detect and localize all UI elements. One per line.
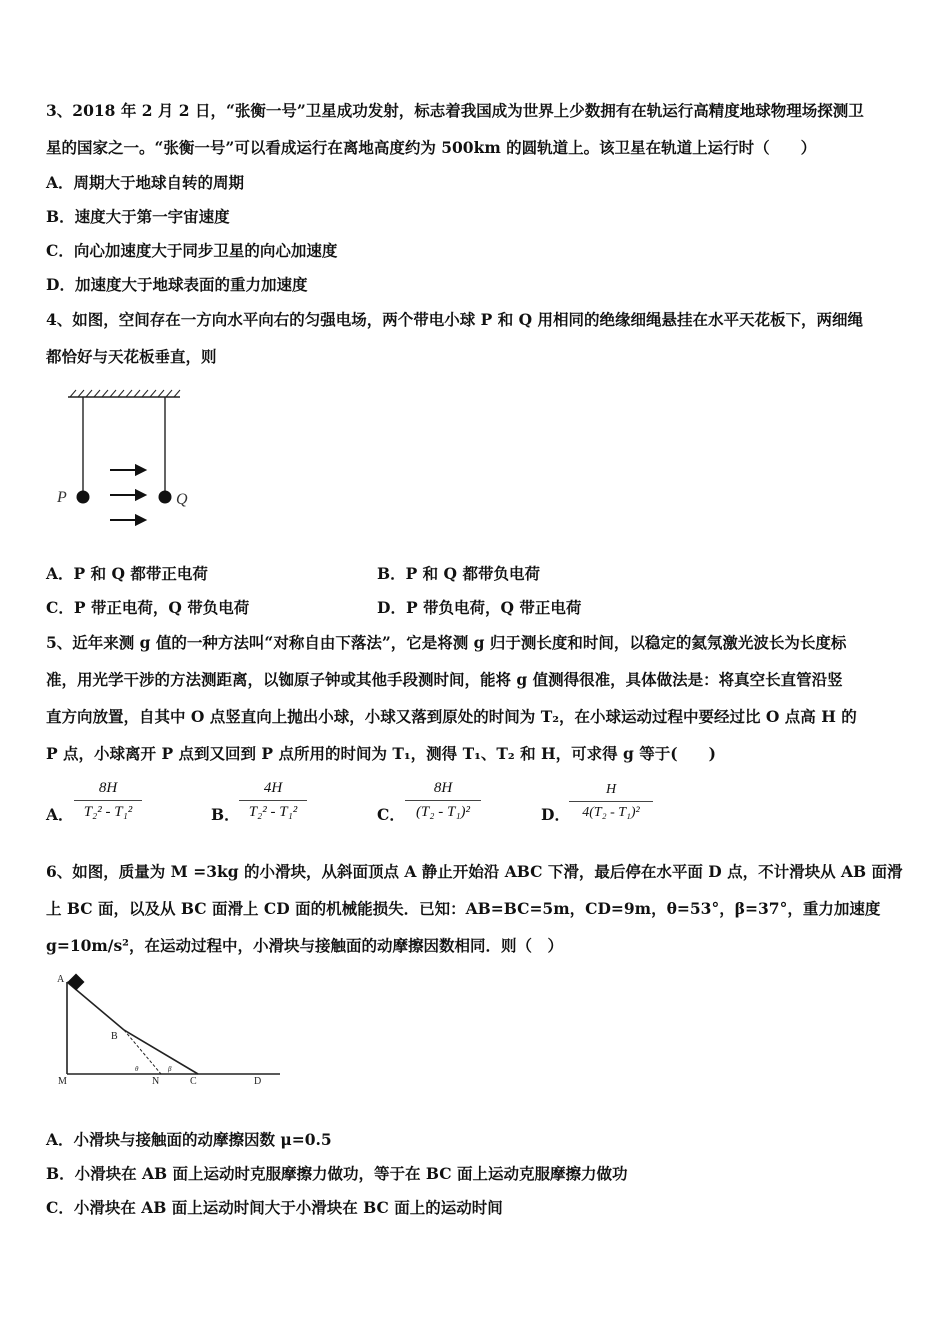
label-n: N (152, 1076, 160, 1087)
q3-option-a[interactable]: A．周期大于地球自转的周期 (46, 173, 245, 192)
label-a: A (57, 974, 65, 985)
q6-stem-line-2: 上 BC 面，以及从 BC 面滑上 CD 面的机械能损失．已知：AB=BC=5m，CD=9m，θ=53°，β=37°，重力加速度 (46, 899, 881, 918)
q5-option-d-fraction[interactable] (569, 782, 653, 821)
q5-stem-line-3: 直方向放置，自其中 O 点竖直向上抛出小球，小球又落到原处的时间为 T₂，在小球运动过程中要经过比 O 点高 H 的 (46, 707, 857, 726)
q6-stem-line-1: 6、如图，质量为 M =3kg 的小滑块，从斜面顶点 A 静止开始沿 ABC 下滑，最后停在水平面 D 点，不计滑块从 AB 面滑 (46, 862, 903, 881)
q4-figure (50, 385, 200, 535)
q6-option-b[interactable]: B．小滑块在 AB 面上运动时克服摩擦力做功，等于在 BC 面上运动克服摩擦力做功 (46, 1164, 628, 1183)
field-arrows-icon (110, 466, 145, 525)
q5-option-b-letter[interactable]: B． (211, 805, 240, 824)
q5-option-b-fraction[interactable] (239, 780, 307, 821)
q3-stem-line-1: 3、2018 年 2 月 2 日，“张衡一号”卫星成功发射，标志着我国成为世界上少数拥有在轨运行高精度地球物理场探测卫 (46, 101, 864, 120)
q5-option-b-den: T₂² - T₁² (239, 800, 307, 821)
q5-stem-line-1: 5、近年来测 g 值的一种方法叫“对称自由下落法”，它是将测 g 归于测长度和时间，以稳定的氦氖激光波长为长度标 (46, 633, 847, 652)
q4-stem-line-1: 4、如图，空间存在一方向水平向右的匀强电场，两个带电小球 P 和 Q 用相同的绝缘细绳悬挂在水平天花板下，两细绳 (46, 310, 864, 329)
label-p: P (57, 489, 67, 506)
q5-option-d-letter[interactable]: D． (541, 805, 570, 824)
q6-stem-line-3: g=10m/s²，在运动过程中，小滑块与接触面的动摩擦因数相同．则（ ） (46, 936, 563, 955)
label-c: C (190, 1076, 197, 1087)
q6-figure (52, 970, 292, 1090)
q5-option-a-fraction[interactable] (74, 780, 142, 821)
label-beta: β (168, 1065, 172, 1073)
ball-q (159, 491, 172, 504)
q4-option-b[interactable]: B．P 和 Q 都带负电荷 (377, 564, 540, 583)
q5-option-a-num: 8H (98, 780, 118, 796)
q4-option-d[interactable]: D．P 带负电荷，Q 带正电荷 (377, 598, 582, 617)
ball-p (77, 491, 90, 504)
q5-option-d-den: 4(T₂ - T₁)² (569, 801, 653, 821)
q4-option-a[interactable]: A．P 和 Q 都带正电荷 (46, 564, 208, 583)
q3-option-b[interactable]: B．速度大于第一宇宙速度 (46, 207, 230, 226)
q5-stem-line-4: P 点，小球离开 P 点到又回到 P 点所用的时间为 T₁，测得 T₁、T₂ 和 H，可求得 g 等于( ) (46, 744, 716, 763)
q4-stem-line-2: 都恰好与天花板垂直，则 (46, 347, 217, 366)
q5-option-a-den: T₂² - T₁² (74, 800, 142, 821)
q5-option-c-num: 8H (433, 780, 453, 796)
label-theta: θ (135, 1065, 139, 1073)
q5-option-b-num: 4H (263, 780, 283, 796)
ceiling-hatch (68, 390, 180, 397)
label-q: Q (176, 491, 188, 508)
q6-option-a[interactable]: A．小滑块与接触面的动摩擦因数 μ=0.5 (46, 1130, 332, 1149)
q3-option-c[interactable]: C．向心加速度大于同步卫星的向心加速度 (46, 241, 338, 260)
slider-block (68, 974, 85, 991)
q5-stem-line-2: 准，用光学干涉的方法测距离，以铷原子钟或其他手段测时间，能将 g 值测得很准，具体做法是：将真空长直管沿竖 (46, 670, 843, 689)
label-m: M (58, 1076, 67, 1087)
q5-option-c-den: (T₂ - T₁)² (405, 800, 481, 821)
q5-option-c-letter[interactable]: C． (377, 805, 405, 824)
q3-stem-line-2: 星的国家之一。“张衡一号”可以看成运行在离地高度约为 500km 的圆轨道上。该卫星在轨道上运行时（ ） (46, 138, 817, 157)
q5-option-d-num: H (605, 782, 617, 797)
q4-option-c[interactable]: C．P 带正电荷，Q 带负电荷 (46, 598, 250, 617)
q5-option-a-letter[interactable]: A． (46, 805, 74, 824)
dashed-bn (124, 1030, 161, 1074)
q5-option-c-fraction[interactable] (405, 780, 481, 821)
label-d: D (254, 1076, 262, 1087)
q3-option-d[interactable]: D．加速度大于地球表面的重力加速度 (46, 275, 308, 294)
label-b: B (111, 1031, 118, 1042)
q6-option-c[interactable]: C．小滑块在 AB 面上运动时间大于小滑块在 BC 面上的运动时间 (46, 1198, 503, 1217)
